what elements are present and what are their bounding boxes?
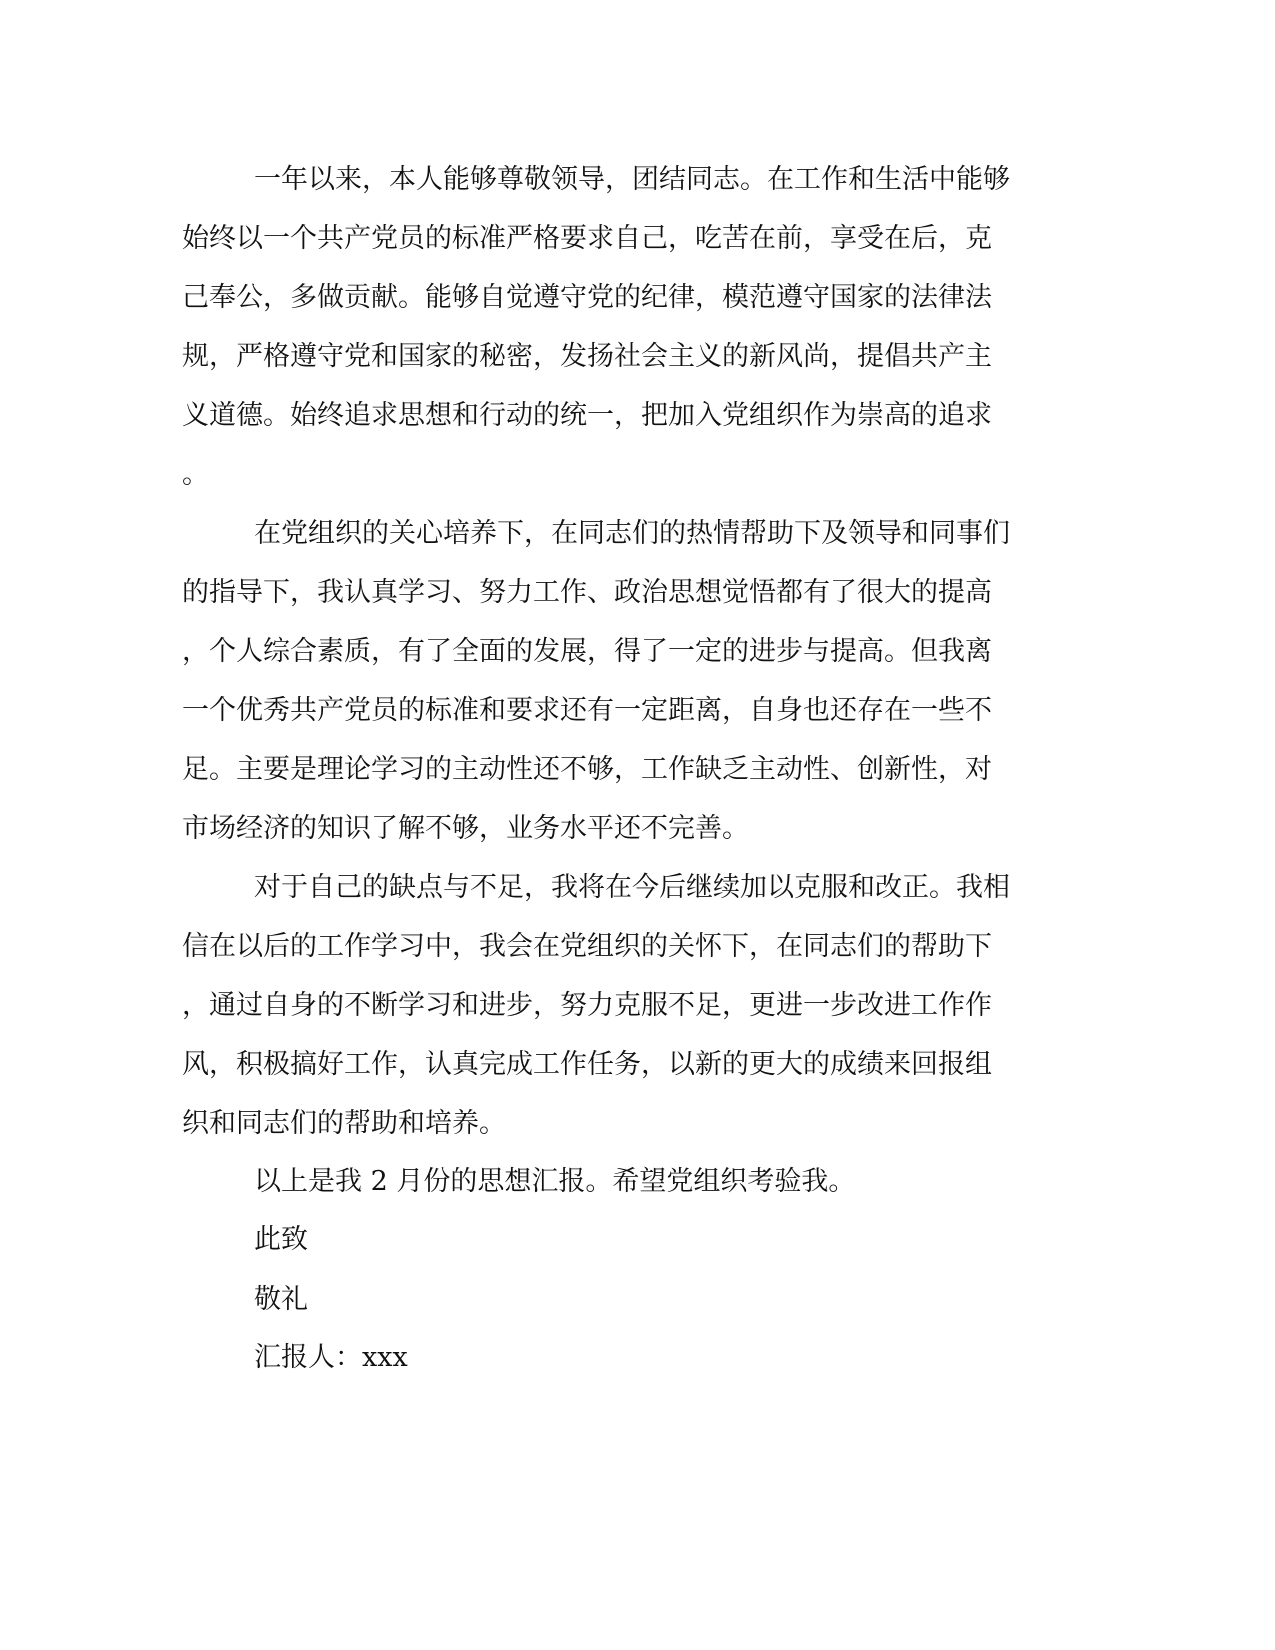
- paragraph-3-line-3: ，通过自身的不断学习和进步，努力克服不足，更进一步改进工作作: [182, 990, 992, 1021]
- paragraph-3-line-2: 信在以后的工作学习中，我会在党组织的关怀下，在同志们的帮助下: [182, 931, 992, 962]
- closing-salutation-1: 此致: [254, 1224, 308, 1255]
- paragraph-1-line-1: 一年以来，本人能够尊敬领导，团结同志。在工作和生活中能够: [254, 164, 1010, 195]
- paragraph-1-line-2: 始终以一个共产党员的标准严格要求自己，吃苦在前，享受在后，克: [182, 223, 992, 254]
- paragraph-2-line-5: 足。主要是理论学习的主动性还不够，工作缺乏主动性、创新性，对: [182, 754, 992, 785]
- signature-line: 汇报人：xxx: [254, 1342, 408, 1373]
- paragraph-3-line-1: 对于自己的缺点与不足，我将在今后继续加以克服和改正。我相: [254, 872, 1010, 903]
- paragraph-2-line-6: 市场经济的知识了解不够，业务水平还不完善。: [182, 813, 749, 844]
- paragraph-1-line-4: 规，严格遵守党和国家的秘密，发扬社会主义的新风尚，提倡共产主: [182, 341, 992, 372]
- paragraph-1-line-3: 己奉公，多做贡献。能够自觉遵守党的纪律，模范遵守国家的法律法: [182, 282, 992, 313]
- paragraph-2-line-2: 的指导下，我认真学习、努力工作、政治思想觉悟都有了很大的提高: [182, 577, 992, 608]
- closing-summary: 以上是我 2 月份的思想汇报。希望党组织考验我。: [254, 1166, 856, 1197]
- paragraph-2-line-3: ，个人综合素质，有了全面的发展，得了一定的进步与提高。但我离: [182, 636, 992, 667]
- paragraph-2-line-1: 在党组织的关心培养下，在同志们的热情帮助下及领导和同事们: [254, 518, 1010, 549]
- paragraph-1-line-5: 义道德。始终追求思想和行动的统一，把加入党组织作为崇高的追求: [182, 400, 992, 431]
- paragraph-1-line-6: 。: [182, 459, 209, 490]
- paragraph-3-line-4: 风，积极搞好工作，认真完成工作任务，以新的更大的成绩来回报组: [182, 1049, 992, 1080]
- paragraph-2-line-4: 一个优秀共产党员的标准和要求还有一定距离，自身也还存在一些不: [182, 695, 992, 726]
- paragraph-3-line-5: 织和同志们的帮助和培养。: [182, 1108, 506, 1139]
- closing-salutation-2: 敬礼: [254, 1284, 308, 1315]
